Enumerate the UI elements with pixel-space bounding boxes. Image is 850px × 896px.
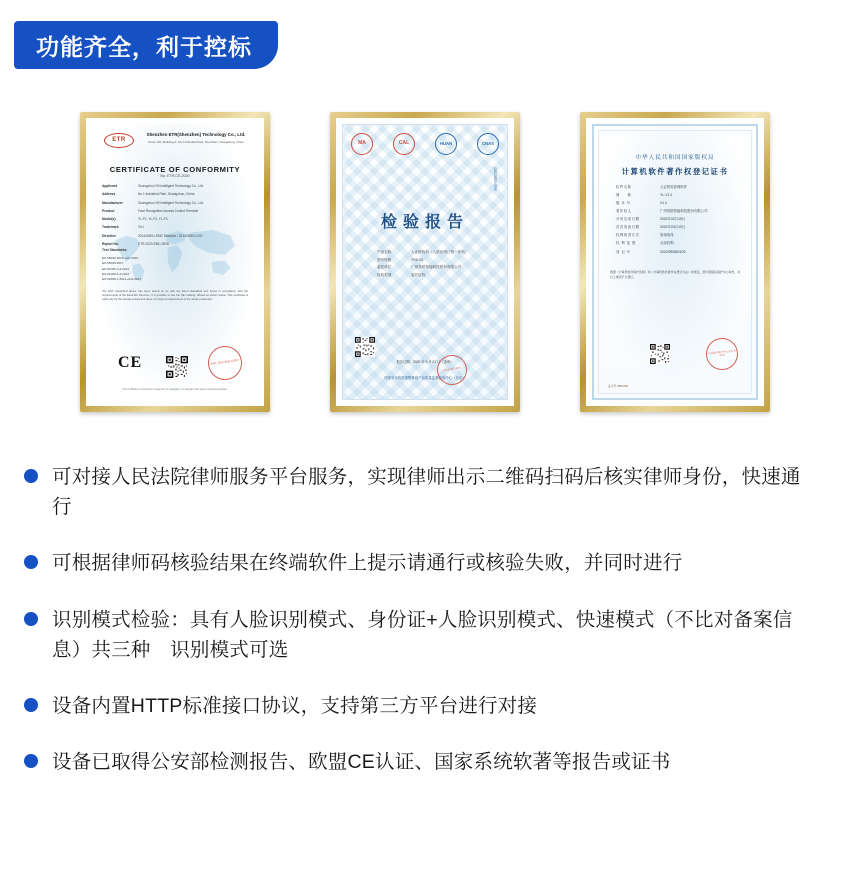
meta-value: YSK-02 xyxy=(411,257,424,262)
feature-item xyxy=(24,548,816,578)
certificate-number: No. ETR-CE-2020 xyxy=(160,174,190,178)
certificate-issuer-block xyxy=(140,132,252,144)
standards-title: Test Standards: xyxy=(102,248,128,252)
field-row xyxy=(102,184,248,189)
certificate-ce xyxy=(80,112,270,412)
meta-row xyxy=(377,257,487,265)
feature-text: 可根据律师码核验结果在终端软件上提示请通行或核验失败，并同时进行 xyxy=(52,552,683,575)
field-row xyxy=(102,242,248,247)
qr-code-icon xyxy=(650,344,670,364)
field-key: Directive xyxy=(102,233,116,238)
field-key: 首次发表日期 xyxy=(616,225,640,230)
bullet-dot-icon xyxy=(24,754,38,768)
meta-row xyxy=(377,249,487,257)
side-label: 检验检测专用章 xyxy=(493,167,497,191)
field-row xyxy=(616,208,740,214)
feature-item xyxy=(24,691,816,721)
certificate-face-ce xyxy=(92,124,258,400)
field-key: 权利取得方式 xyxy=(616,233,640,238)
standard-item: EN 61000-3-2:2014 xyxy=(102,266,130,271)
huan-logo-icon: HUAN xyxy=(435,133,457,155)
field-value: 2020年02月15日 xyxy=(660,217,686,222)
section-banner xyxy=(14,21,278,69)
meta-key: 委托单位 xyxy=(377,265,392,270)
certificate-mat xyxy=(86,118,264,406)
issuing-authority: 中华人民共和国国家版权局 xyxy=(635,155,715,161)
bullet-dot-icon xyxy=(24,612,38,626)
certificate-footer: This certificate of conformity is based on an evaluation of a sample of the above mentioned product. xyxy=(122,388,228,392)
report-date: 报告日期：2020 年 9 月 21 日（盖章） xyxy=(396,359,454,364)
field-row xyxy=(102,192,248,197)
etr-seal-icon: ETR xyxy=(104,133,134,148)
meta-value: 广州易联智能科技股份有限公司 xyxy=(411,265,462,270)
standard-item: EN 55035:2017 xyxy=(102,261,124,266)
field-key: Trademark xyxy=(102,225,119,230)
field-key: Address xyxy=(102,192,116,197)
field-row xyxy=(102,209,248,214)
meta-key: 产品名称 xyxy=(377,250,392,254)
ce-mark-icon: CE xyxy=(118,354,143,372)
certificate-fields xyxy=(102,184,248,250)
certificate-paragraph: The EUT described above has been tested by us with the listed standards and found in compliance with the requirements of the listed EC Directive. It is possible to use the CE marking, affixed as shown below. This certificate is valid only for the sample tested and does not imply an assessment of the whole production. xyxy=(102,290,248,302)
field-row xyxy=(616,216,740,222)
field-key: Report No. xyxy=(102,242,119,247)
meta-row xyxy=(377,272,487,280)
field-row xyxy=(102,234,248,239)
certificate-mat xyxy=(336,118,514,406)
field-row xyxy=(616,249,740,255)
field-value: Guangzhou Yili Intelligent Technology Co., Ltd. xyxy=(138,184,204,188)
field-key: 开发完成日期 xyxy=(616,217,640,222)
field-value: V1.0 xyxy=(660,201,667,206)
field-row xyxy=(616,232,740,238)
field-value: 2020年03月10日 xyxy=(660,225,686,230)
field-key: Model(s) xyxy=(102,217,116,222)
meta-value: 人证核验机（人脸识别门禁一体机） xyxy=(411,250,469,254)
feature-text: 设备内置HTTP标准接口协议，支持第三方平台进行对接 xyxy=(52,695,538,718)
field-row xyxy=(102,225,248,230)
certificate-mat xyxy=(586,118,764,406)
field-value: 2014/30/EU EMC Directive / 2014/35/EU LVD xyxy=(138,233,203,238)
cnas-logo-icon: CNAS xyxy=(477,133,499,155)
report-issuer: 国家安全防范报警系统产品质量监督检验中心（北京） xyxy=(384,375,466,380)
field-key: 登 记 号 xyxy=(616,249,631,254)
standard-item: EN 61000-3-3:2013 xyxy=(102,271,130,276)
feature-item xyxy=(24,605,816,665)
field-key: 权 利 范 围 xyxy=(616,241,636,246)
certificate-title: 计算机软件著作权登记证书 xyxy=(621,167,729,176)
feature-item xyxy=(24,747,816,777)
field-row xyxy=(616,200,740,206)
copyright-fields xyxy=(616,184,740,257)
official-stamp-icon: 中国版权保护中心登记专用章 xyxy=(704,336,739,371)
certificate-face-inspection xyxy=(342,124,508,400)
cal-logo-icon: CAL xyxy=(393,133,415,155)
field-row xyxy=(616,192,740,198)
field-value: Face Recognition Access Control Terminal xyxy=(138,208,198,213)
banner-title: 功能齐全，利于控标 xyxy=(36,33,252,60)
qr-code-icon xyxy=(166,356,188,378)
field-key: 著作权人 xyxy=(616,209,632,214)
field-value: 全部权利 xyxy=(660,241,674,246)
certificate-inspection-report xyxy=(330,112,520,412)
field-row xyxy=(616,184,740,190)
official-stamp-icon: 检验检测专用章 xyxy=(435,353,470,388)
field-value: No.1 Industrial Park, Guangzhou, China xyxy=(138,192,195,197)
qr-code-icon xyxy=(355,337,375,357)
registration-note: 根据《计算机软件保护条例》和《计算机软件著作权登记办法》的规定，经中国版权保护中心审核，对以上事项予以登记。 xyxy=(610,270,741,279)
field-row xyxy=(102,201,248,206)
feature-text: 设备已取得公安部检测报告、欧盟CE认证、国家系统软著等报告或证书 xyxy=(52,751,671,774)
certificate-software-copyright xyxy=(580,112,770,412)
bullet-dot-icon xyxy=(24,469,38,483)
standard-item: EN 62368-1:2014+A11:2017 xyxy=(102,277,142,281)
field-value: 2020SR0852109 xyxy=(660,249,686,254)
issuer-company: Shenzhen ETR(Shenzhen) Technology Co., Ltd. xyxy=(146,132,246,137)
meta-key: 检验类别 xyxy=(377,272,392,277)
feature-text: 可对接人民法院律师服务平台服务，实现律师出示二维码扫码后核实律师身份，快速通行 xyxy=(52,466,801,519)
report-meta xyxy=(377,249,487,279)
field-value: YL-F1, YL-F2, YL-F3 xyxy=(138,217,168,222)
field-value: 原始取得 xyxy=(660,233,674,238)
standards-list xyxy=(102,256,248,282)
field-key: 版 本 号 xyxy=(616,201,631,206)
field-key: Product xyxy=(102,208,115,213)
field-value: ETR-2020-EMC-0915 xyxy=(138,242,169,247)
accreditation-logo-row xyxy=(351,133,499,155)
bullet-dot-icon xyxy=(24,698,38,712)
field-row xyxy=(616,224,740,230)
field-key: Applicant xyxy=(102,184,118,188)
field-value: YILI xyxy=(138,225,144,230)
certificate-face-copyright xyxy=(592,124,758,400)
certificate-serial: 证书号 0852109 xyxy=(608,383,629,388)
ma-logo-icon: MA xyxy=(351,133,373,155)
field-value: 人证核验管理软件 xyxy=(660,185,688,189)
meta-value: 委托检验 xyxy=(411,272,426,277)
official-stamp-icon: ETR TESTING CERT xyxy=(206,344,244,382)
standard-item: EN 55032:2015 +AC:2016 xyxy=(102,256,139,260)
field-key: Manufacturer xyxy=(102,200,123,205)
field-value: Guangzhou Yili Intelligent Technology Co., Ltd. xyxy=(138,200,204,205)
field-key: 软件名称 xyxy=(616,185,632,189)
feature-text: 识别模式检验：具有人脸识别模式、身份证+人脸识别模式、快速模式（不比对备案信息）共三种 识别模式可选 xyxy=(52,608,793,661)
field-row xyxy=(102,217,248,222)
field-value: YL-V1.0 xyxy=(660,193,673,198)
certificate-gallery xyxy=(0,112,850,412)
feature-item xyxy=(24,462,816,522)
meta-key: 型号规格 xyxy=(377,257,392,262)
feature-list xyxy=(0,462,850,804)
meta-row xyxy=(377,264,487,272)
field-key: 简 称 xyxy=(616,193,632,198)
field-row xyxy=(616,240,740,246)
report-title: 检验报告 xyxy=(380,214,469,231)
field-value: 广州易联智能科技股份有限公司 xyxy=(660,209,708,214)
bullet-dot-icon xyxy=(24,555,38,569)
certificate-title: CERTIFICATE OF CONFORMITY xyxy=(109,165,241,174)
issuer-address: Room 101, Building A, No.1 Industrial Park, Shenzhen, Guangdong, China xyxy=(148,139,244,144)
